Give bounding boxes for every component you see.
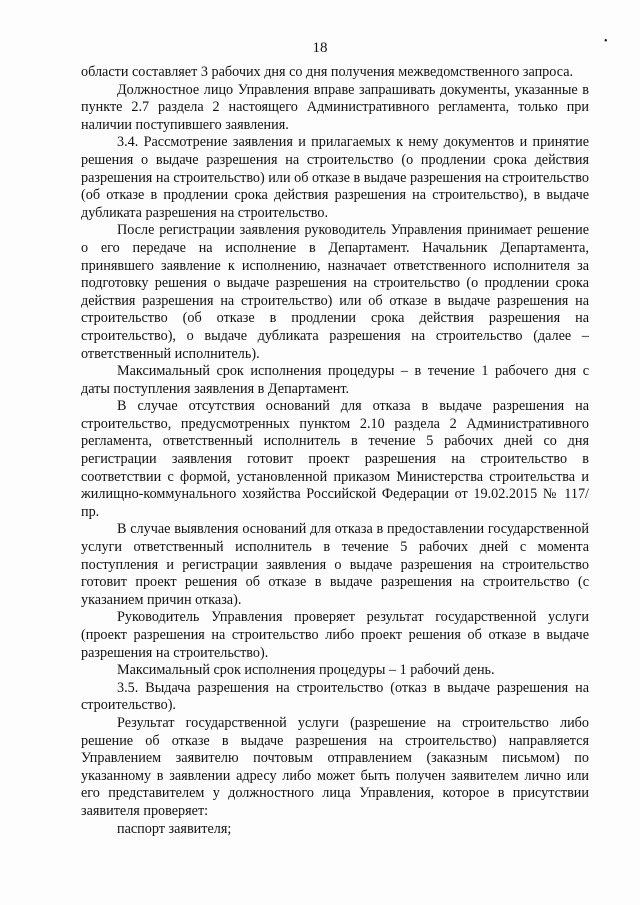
- paragraph: В случае выявления оснований для отказа в предоставлении государственной услуги ответственный исполнитель в течение 5 рабочих дней с момента поступления и регистрации заявления о выдаче разрешения на строительство готовит проект решения об отказе в выдаче разрешения на строительство (с указанием причин отказа).: [81, 521, 589, 608]
- body-text: [81, 64, 589, 838]
- paragraph: Должностное лицо Управления вправе запрашивать документы, указанные в пункте 2.7 раздела 2 настоящего Административного регламента, только при наличии поступившего заявления.: [81, 81, 589, 133]
- scan-mark: •: [604, 36, 608, 47]
- paragraph: Максимальный срок исполнения процедуры – в течение 1 рабочего дня с даты поступления заявления в Департамент.: [81, 363, 589, 397]
- paragraph: паспорт заявителя;: [117, 820, 232, 837]
- paragraph: Максимальный срок исполнения процедуры – 1 рабочий день.: [117, 662, 495, 679]
- paragraph: 3.5. Выдача разрешения на строительство (отказ в выдаче разрешения на строительство).: [81, 679, 589, 714]
- page-number: 18: [312, 40, 328, 56]
- paragraph: В случае отсутствия оснований для отказа в выдаче разрешения на строительство, предусмотренных пунктом 2.10 раздела 2 Административного регламента, ответственный исполнитель в течение 5 рабочих дней со дня регистрации заявления готовит проект разрешения на строительство в соответствии с формой, установленной приказом Министерства строительства и жилищно-коммунального хозяйства Российской Федерации от 19.02.2015 № 117/пр.: [81, 398, 589, 520]
- paragraph: 3.4. Рассмотрение заявления и прилагаемых к нему документов и принятие решения о выдаче разрешения на строительство (о продлении срока действия разрешения на строительство) или об отказе в выдаче разрешения на строительство (об отказе в продлении срока действия разрешения на строительство), в выдаче дубликата разрешения на строительство.: [81, 134, 589, 221]
- paragraph: Руководитель Управления проверяет результат государственной услуги (проект разрешения на строительство либо проект решения об отказе в выдаче разрешения на строительство).: [81, 609, 589, 661]
- paragraph: области составляет 3 рабочих дня со дня получения межведомственного запроса.: [81, 64, 574, 80]
- paragraph: Результат государственной услуги (разрешение на строительство либо решение об отказе в выдаче разрешения на строительство) направляется Управлением заявителю почтовым отправлением (заказным письмом) по указанному в заявлении адресу либо может быть получен заявителем лично или его представителем у должностного лица Управления, которое в присутствии заявителя проверяет:: [81, 714, 589, 819]
- paragraph: После регистрации заявления руководитель Управления принимает решение о его передаче на исполнение в Департамент. Начальник Департамента, принявшего заявление к исполнению, назначает ответственного исполнителя за подготовку решения о выдаче разрешения на строительство (о продлении срока действия разрешения на строительство) или об отказе в выдаче разрешения на строительство (об отказе в продлении срока действия разрешения на строительство), о выдаче дубликата разрешения на строительство (далее – ответственный исполнитель).: [81, 222, 589, 362]
